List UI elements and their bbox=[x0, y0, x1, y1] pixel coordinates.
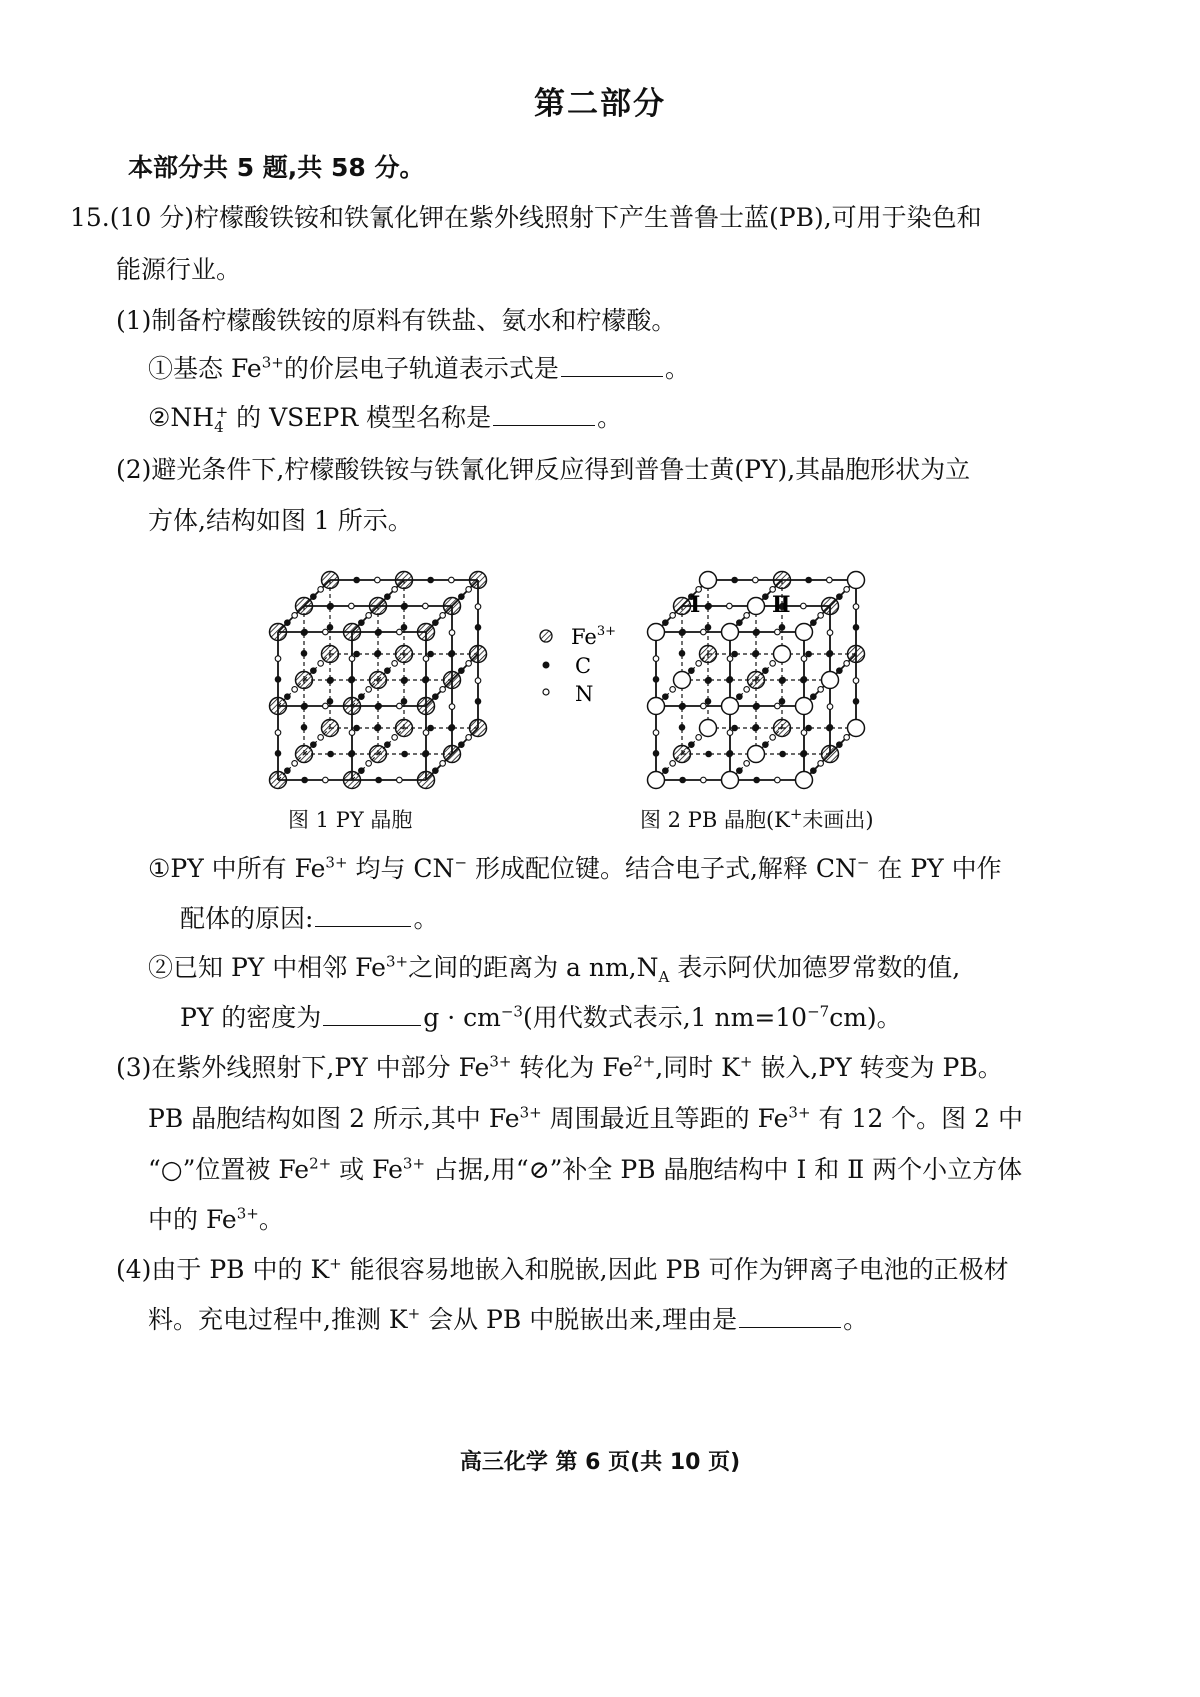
nitrogen-atom bbox=[701, 777, 707, 783]
carbon-atom bbox=[301, 629, 308, 636]
nitrogen-atom bbox=[696, 661, 702, 667]
carbon-atom bbox=[736, 767, 743, 774]
carbon-atom bbox=[375, 629, 382, 636]
answer-blank[interactable] bbox=[493, 424, 595, 426]
nitrogen-atom bbox=[670, 687, 676, 693]
fe3-ion bbox=[822, 746, 839, 763]
nitrogen-atom bbox=[466, 587, 472, 593]
fe3-ion bbox=[270, 772, 287, 789]
carbon-atom bbox=[836, 741, 843, 748]
nitrogen-atom bbox=[323, 629, 329, 635]
carbon-atom bbox=[836, 593, 843, 600]
figure-1-caption: 图 1 PY 晶胞 bbox=[288, 808, 413, 832]
carbon-atom bbox=[762, 741, 769, 748]
fe3-ion bbox=[370, 672, 387, 689]
carbon-atom bbox=[762, 667, 769, 674]
nitrogen-atom bbox=[392, 661, 398, 667]
fe3-ion bbox=[296, 746, 313, 763]
carbon-atom bbox=[401, 677, 408, 684]
q15-part1-b: $②NH_4^+$ 的 VSEPR 模型名称是 。 bbox=[148, 402, 623, 436]
q15-stem-line2: 能源行业。 bbox=[116, 255, 242, 284]
nitrogen-atom bbox=[475, 678, 481, 684]
carbon-atom bbox=[662, 619, 669, 626]
nitrogen-atom bbox=[844, 735, 850, 741]
carbon-atom bbox=[301, 777, 308, 784]
section-intro: 本部分共 5 题,共 58 分。 bbox=[128, 153, 425, 182]
nitrogen-atom bbox=[818, 761, 824, 767]
fe-site-empty bbox=[848, 572, 865, 589]
q15-part2-a-line1: ①PY 中所有 $Fe^{3+}$ 均与 CN− 形成配位键。结合电子式,解释 CN− 在 PY 中作 bbox=[148, 853, 1002, 883]
nitrogen-atom bbox=[670, 613, 676, 619]
carbon-atom bbox=[458, 741, 465, 748]
nitrogen-atom bbox=[744, 687, 750, 693]
carbon-atom bbox=[801, 750, 808, 757]
carbon-atom bbox=[327, 677, 334, 684]
carbon-atom bbox=[275, 676, 282, 683]
figure-2-caption: 图 2 PB 晶胞(K+未画出) bbox=[640, 805, 874, 832]
q15-part2-b-line1: ②已知 PY 中相邻 $Fe^{3+}$之间的距离为 a $nm,N_A$ 表示阿伏加德罗常数的值, bbox=[148, 952, 961, 986]
fe3-ion bbox=[344, 772, 361, 789]
nitrogen-atom bbox=[727, 603, 733, 609]
carbon-atom bbox=[384, 741, 391, 748]
fe-site-empty bbox=[648, 698, 665, 715]
fe3-ion bbox=[444, 598, 461, 615]
carbon-atom bbox=[801, 676, 808, 683]
carbon-atom bbox=[753, 629, 760, 636]
carbon-atom bbox=[458, 667, 465, 674]
carbon-atom bbox=[653, 676, 660, 683]
carbon-atom bbox=[688, 741, 695, 748]
carbon-atom bbox=[753, 724, 760, 731]
fe3-ion bbox=[370, 598, 387, 615]
nitrogen-atom bbox=[292, 761, 298, 767]
fe3-ion bbox=[344, 698, 361, 715]
carbon-atom bbox=[353, 577, 360, 584]
carbon-atom bbox=[753, 703, 760, 710]
nitrogen-atom bbox=[466, 735, 472, 741]
fe-site-empty bbox=[748, 746, 765, 763]
nitrogen-atom bbox=[727, 656, 733, 662]
carbon-atom bbox=[810, 767, 817, 774]
nitrogen-atom bbox=[827, 704, 833, 710]
carbon-atom bbox=[349, 676, 356, 683]
carbon-atom bbox=[762, 593, 769, 600]
carbon-atom bbox=[705, 603, 712, 610]
fe-site-empty bbox=[648, 624, 665, 641]
carbon-atom bbox=[679, 724, 686, 731]
nitrogen-atom bbox=[844, 587, 850, 593]
q15-part1: (1)制备柠檬酸铁铵的原料有铁盐、氨水和柠檬酸。 bbox=[116, 306, 677, 335]
fe3-ion bbox=[418, 698, 435, 715]
carbon-atom bbox=[679, 650, 686, 657]
carbon-atom bbox=[449, 650, 456, 657]
fe3-ion bbox=[270, 624, 287, 641]
crystal-figures-svg bbox=[0, 540, 1200, 830]
nitrogen-atom bbox=[275, 656, 281, 662]
carbon-atom bbox=[375, 777, 382, 784]
legend-n-icon bbox=[543, 689, 549, 695]
nitrogen-atom bbox=[375, 577, 381, 583]
nitrogen-atom bbox=[466, 661, 472, 667]
nitrogen-atom bbox=[440, 687, 446, 693]
nitrogen-atom bbox=[775, 629, 781, 635]
nitrogen-atom bbox=[397, 629, 403, 635]
nitrogen-atom bbox=[818, 613, 824, 619]
q15-part2-b-line2: PY 的密度为 $g \cdot cm^{-3}$(用代数式表示,1 $nm=10^{-7}cm$)。 bbox=[180, 1002, 902, 1032]
answer-blank[interactable] bbox=[323, 1024, 421, 1026]
q15-part2-line1: (2)避光条件下,柠檬酸铁铵与铁氰化钾反应得到普鲁士黄(PY),其晶胞形状为立 bbox=[116, 455, 971, 484]
nitrogen-atom bbox=[670, 761, 676, 767]
nitrogen-atom bbox=[423, 603, 429, 609]
fe-site-empty bbox=[796, 698, 813, 715]
nitrogen-atom bbox=[801, 730, 807, 736]
carbon-atom bbox=[810, 619, 817, 626]
legend-n-label: N bbox=[575, 682, 594, 706]
nitrogen-atom bbox=[440, 613, 446, 619]
fig2-cube-label-2: Ⅱ bbox=[772, 592, 791, 618]
fe3-ion bbox=[322, 572, 339, 589]
nitrogen-atom bbox=[449, 577, 455, 583]
nitrogen-atom bbox=[440, 761, 446, 767]
fe3-ion bbox=[418, 624, 435, 641]
fe-site-empty bbox=[796, 772, 813, 789]
nitrogen-atom bbox=[701, 629, 707, 635]
page-footer: 高三化学 第 6 页(共 10 页) bbox=[459, 1450, 741, 1475]
nitrogen-atom bbox=[366, 761, 372, 767]
carbon-atom bbox=[853, 698, 860, 705]
nitrogen-atom bbox=[323, 703, 329, 709]
nitrogen-atom bbox=[397, 777, 403, 783]
nitrogen-atom bbox=[449, 630, 455, 636]
legend-c-label: C bbox=[575, 654, 592, 678]
carbon-atom bbox=[731, 577, 738, 584]
fe3-ion bbox=[470, 720, 487, 737]
q15-part4-line2: 料。充电过程中,推测 K+ 会从 PB 中脱嵌出来,理由是 。 bbox=[148, 1304, 869, 1334]
carbon-atom bbox=[679, 777, 686, 784]
nitrogen-atom bbox=[744, 613, 750, 619]
fe3-ion bbox=[822, 598, 839, 615]
carbon-atom bbox=[432, 693, 439, 700]
carbon-atom bbox=[810, 693, 817, 700]
fe3-ion bbox=[322, 720, 339, 737]
carbon-atom bbox=[401, 603, 408, 610]
carbon-atom bbox=[310, 667, 317, 674]
nitrogen-atom bbox=[696, 735, 702, 741]
fe-site-empty bbox=[822, 672, 839, 689]
fe3-ion bbox=[444, 746, 461, 763]
legend-fe-icon bbox=[540, 630, 552, 642]
figure-2-pb-cell bbox=[648, 572, 865, 789]
nitrogen-atom bbox=[801, 656, 807, 662]
carbon-atom bbox=[779, 677, 786, 684]
carbon-atom bbox=[423, 676, 430, 683]
nitrogen-atom bbox=[366, 687, 372, 693]
fe3-ion bbox=[470, 572, 487, 589]
q15-part3-line3: “○”位置被 $Fe^{2+}$ 或 $Fe^{3+}$ 占据,用“⊘”补全 PB 晶胞结构中 Ⅰ 和 Ⅱ 两个小立方体 bbox=[148, 1154, 1023, 1184]
nitrogen-atom bbox=[397, 703, 403, 709]
carbon-atom bbox=[662, 767, 669, 774]
nitrogen-atom bbox=[423, 730, 429, 736]
carbon-atom bbox=[301, 703, 308, 710]
carbon-atom bbox=[805, 577, 812, 584]
carbon-atom bbox=[427, 577, 434, 584]
fe-site-empty bbox=[774, 646, 791, 663]
fe3-ion bbox=[674, 598, 691, 615]
fe3-ion bbox=[296, 672, 313, 689]
carbon-atom bbox=[432, 619, 439, 626]
nitrogen-atom bbox=[423, 656, 429, 662]
nitrogen-atom bbox=[701, 703, 707, 709]
fe3-ion bbox=[774, 720, 791, 737]
carbon-atom bbox=[679, 629, 686, 636]
carbon-atom bbox=[310, 593, 317, 600]
carbon-atom bbox=[727, 750, 734, 757]
carbon-atom bbox=[349, 750, 356, 757]
carbon-atom bbox=[384, 593, 391, 600]
fe-site-empty bbox=[796, 624, 813, 641]
fe-site-empty bbox=[674, 672, 691, 689]
nitrogen-atom bbox=[275, 730, 281, 736]
nitrogen-atom bbox=[292, 687, 298, 693]
fe-site-empty bbox=[848, 720, 865, 737]
fe3-ion bbox=[270, 698, 287, 715]
nitrogen-atom bbox=[323, 777, 329, 783]
carbon-atom bbox=[358, 619, 365, 626]
carbon-atom bbox=[301, 650, 308, 657]
answer-blank[interactable] bbox=[739, 1326, 841, 1328]
carbon-atom bbox=[688, 667, 695, 674]
nitrogen-atom bbox=[853, 678, 859, 684]
nitrogen-atom bbox=[349, 603, 355, 609]
nitrogen-atom bbox=[475, 604, 481, 610]
carbon-atom bbox=[736, 619, 743, 626]
carbon-atom bbox=[375, 650, 382, 657]
nitrogen-atom bbox=[318, 587, 324, 593]
nitrogen-atom bbox=[801, 603, 807, 609]
answer-blank[interactable] bbox=[315, 925, 411, 927]
crystal-figures bbox=[0, 540, 1200, 830]
fe-site-empty bbox=[700, 720, 717, 737]
carbon-atom bbox=[358, 693, 365, 700]
legend-c-icon bbox=[543, 662, 550, 669]
q15-part1-a: ①基态 $Fe^{3+}$的价层电子轨道表示式是 。 bbox=[148, 353, 690, 383]
carbon-atom bbox=[375, 724, 382, 731]
fe3-ion bbox=[396, 720, 413, 737]
carbon-atom bbox=[836, 667, 843, 674]
carbon-atom bbox=[753, 650, 760, 657]
figure-legend bbox=[540, 624, 616, 706]
carbon-atom bbox=[475, 698, 482, 705]
nitrogen-atom bbox=[392, 587, 398, 593]
fe-site-empty bbox=[700, 572, 717, 589]
fe3-ion bbox=[322, 646, 339, 663]
fe3-ion bbox=[296, 598, 313, 615]
nitrogen-atom bbox=[318, 735, 324, 741]
fe-site-empty bbox=[648, 772, 665, 789]
carbon-atom bbox=[327, 603, 334, 610]
fe3-ion bbox=[396, 646, 413, 663]
fe3-ion bbox=[344, 624, 361, 641]
carbon-atom bbox=[301, 724, 308, 731]
fe3-ion bbox=[774, 572, 791, 589]
legend-fe-label: $Fe^{3+}$ bbox=[571, 624, 617, 649]
nitrogen-atom bbox=[844, 661, 850, 667]
fe-site-empty bbox=[722, 698, 739, 715]
carbon-atom bbox=[653, 750, 660, 757]
nitrogen-atom bbox=[744, 761, 750, 767]
figure-1-py-cell bbox=[270, 572, 487, 789]
q15-part4-line1: (4)由于 PB 中的 K+ 能很容易地嵌入和脱嵌,因此 PB 可作为钾离子电池的正极材 bbox=[116, 1254, 1009, 1284]
carbon-atom bbox=[284, 767, 291, 774]
carbon-atom bbox=[284, 619, 291, 626]
carbon-atom bbox=[275, 750, 282, 757]
carbon-atom bbox=[827, 724, 834, 731]
nitrogen-atom bbox=[827, 630, 833, 636]
fe3-ion bbox=[396, 572, 413, 589]
q15-part2-line2: 方体,结构如图 1 所示。 bbox=[148, 506, 413, 535]
fe3-ion bbox=[748, 672, 765, 689]
q15-stem-line1: 15.(10 分)柠檬酸铁铵和铁氰化钾在紫外线照射下产生普鲁士蓝(PB),可用于染色和 bbox=[70, 203, 982, 232]
fe-site-empty bbox=[722, 624, 739, 641]
carbon-atom bbox=[384, 667, 391, 674]
nitrogen-atom bbox=[727, 730, 733, 736]
nitrogen-atom bbox=[853, 604, 859, 610]
carbon-atom bbox=[375, 703, 382, 710]
carbon-atom bbox=[475, 624, 482, 631]
nitrogen-atom bbox=[770, 735, 776, 741]
nitrogen-atom bbox=[392, 735, 398, 741]
carbon-atom bbox=[310, 741, 317, 748]
carbon-atom bbox=[449, 724, 456, 731]
carbon-atom bbox=[432, 767, 439, 774]
nitrogen-atom bbox=[349, 656, 355, 662]
carbon-atom bbox=[358, 767, 365, 774]
q15-part3-line4: 中的 $Fe^{3+}$。 bbox=[148, 1204, 284, 1234]
q15-part3-line1: (3)在紫外线照射下,PY 中部分 $Fe^{3+}$ 转化为 $Fe^{2+}$,同时 K+ 嵌入,PY 转变为 PB。 bbox=[116, 1052, 1003, 1082]
fe3-ion bbox=[370, 746, 387, 763]
carbon-atom bbox=[401, 751, 408, 758]
carbon-atom bbox=[284, 693, 291, 700]
fe3-ion bbox=[444, 672, 461, 689]
carbon-atom bbox=[705, 751, 712, 758]
carbon-atom bbox=[753, 777, 760, 784]
fe3-ion bbox=[848, 646, 865, 663]
fe-site-empty bbox=[748, 598, 765, 615]
nitrogen-atom bbox=[653, 730, 659, 736]
fe3-ion bbox=[470, 646, 487, 663]
nitrogen-atom bbox=[775, 777, 781, 783]
carbon-atom bbox=[727, 676, 734, 683]
answer-blank[interactable] bbox=[561, 375, 663, 377]
nitrogen-atom bbox=[292, 613, 298, 619]
nitrogen-atom bbox=[770, 661, 776, 667]
carbon-atom bbox=[853, 624, 860, 631]
fe3-ion bbox=[700, 646, 717, 663]
nitrogen-atom bbox=[349, 730, 355, 736]
q15-part2-a-line2: 配体的原因: 。 bbox=[180, 904, 439, 933]
carbon-atom bbox=[736, 693, 743, 700]
carbon-atom bbox=[327, 751, 334, 758]
carbon-atom bbox=[779, 751, 786, 758]
carbon-atom bbox=[458, 593, 465, 600]
nitrogen-atom bbox=[827, 577, 833, 583]
nitrogen-atom bbox=[653, 656, 659, 662]
nitrogen-atom bbox=[449, 704, 455, 710]
carbon-atom bbox=[827, 650, 834, 657]
carbon-atom bbox=[423, 750, 430, 757]
fig2-cube-label-1: Ⅰ bbox=[690, 592, 701, 618]
q15-part3-line2: PB 晶胞结构如图 2 所示,其中 $Fe^{3+}$ 周围最近且等距的 $Fe^{3+}$ 有 12 个。图 2 中 bbox=[148, 1103, 1023, 1133]
fe-site-empty bbox=[722, 772, 739, 789]
carbon-atom bbox=[705, 677, 712, 684]
carbon-atom bbox=[662, 693, 669, 700]
section-title: 第二部分 bbox=[534, 86, 666, 122]
nitrogen-atom bbox=[775, 703, 781, 709]
carbon-atom bbox=[679, 703, 686, 710]
fe3-ion bbox=[674, 746, 691, 763]
nitrogen-atom bbox=[753, 577, 759, 583]
nitrogen-atom bbox=[818, 687, 824, 693]
fe3-ion bbox=[418, 772, 435, 789]
nitrogen-atom bbox=[366, 613, 372, 619]
nitrogen-atom bbox=[318, 661, 324, 667]
